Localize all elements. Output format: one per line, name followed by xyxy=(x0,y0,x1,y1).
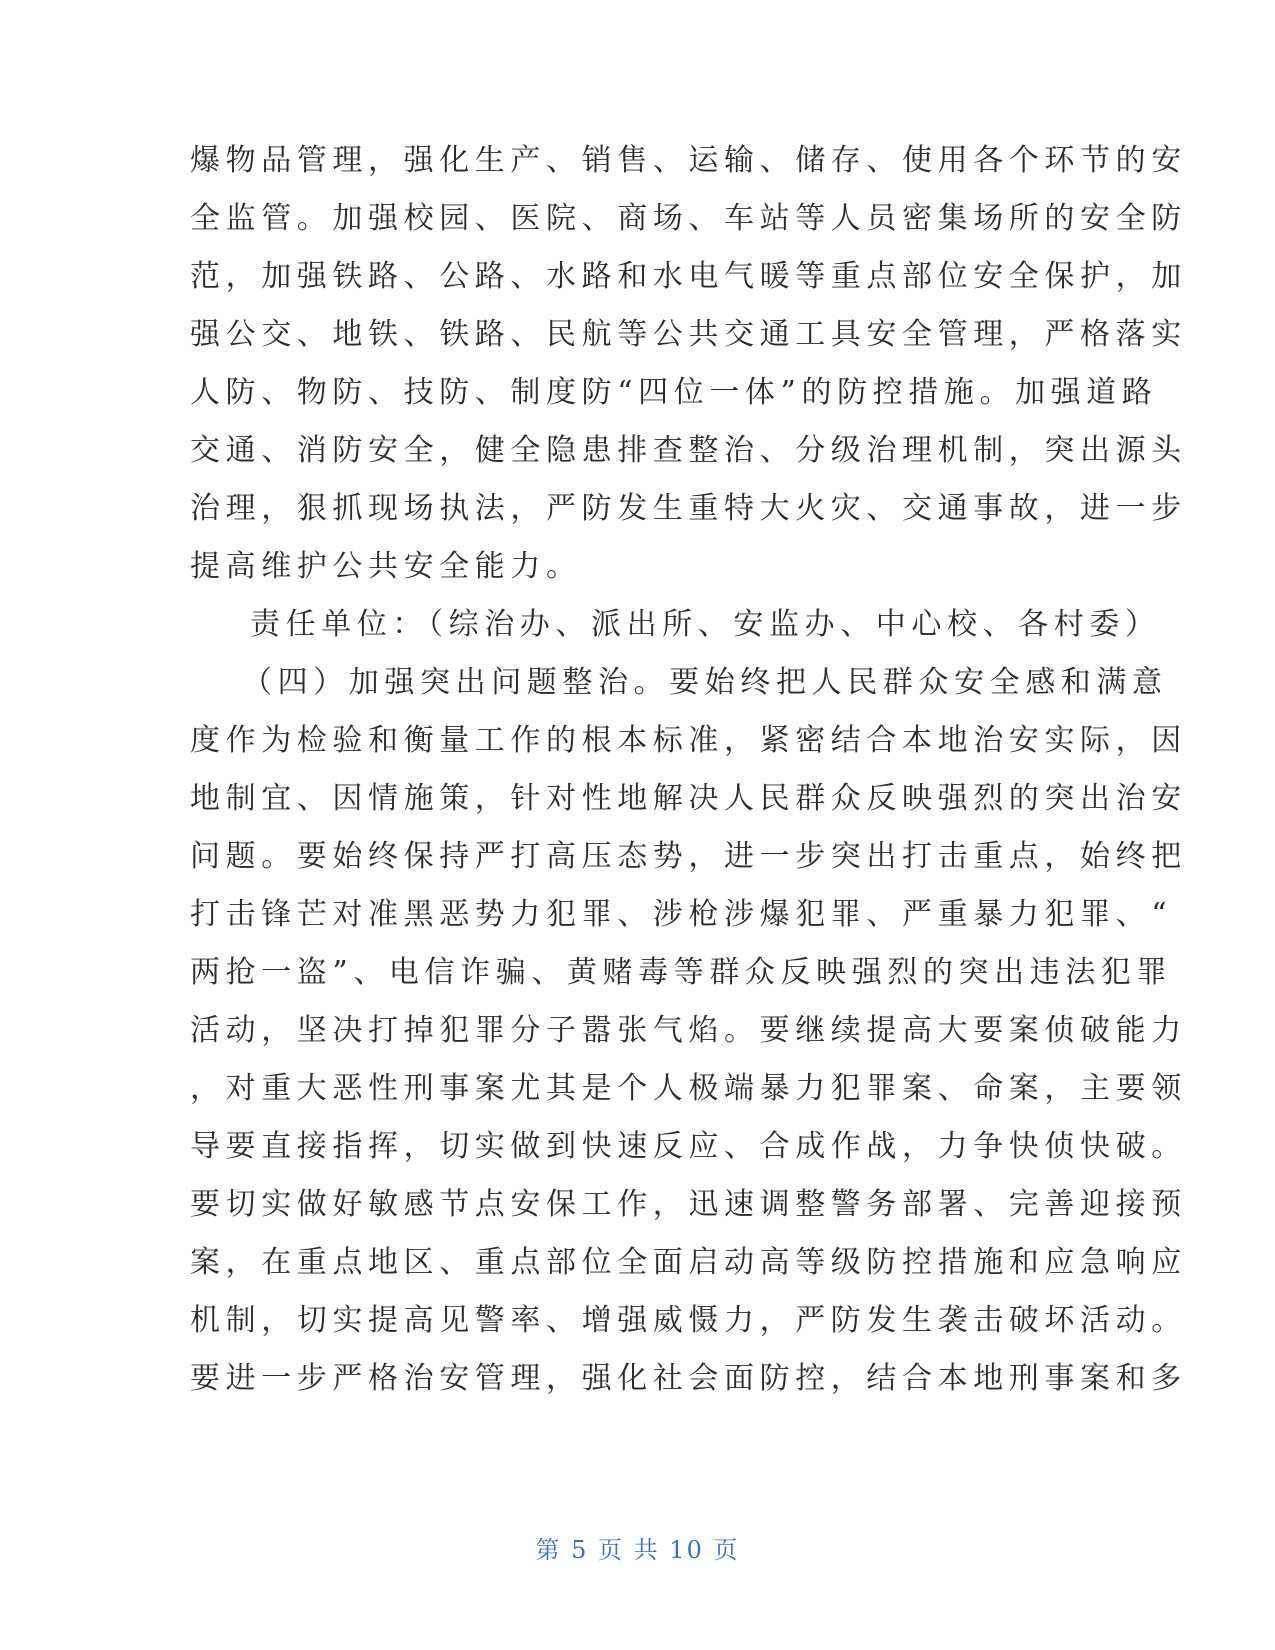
body-text-line: 活动，坚决打掉犯罪分子嚣张气焰。要继续提高大要案侦破能力 xyxy=(190,1013,1187,1048)
section-heading-line: （四）加强突出问题整治。要始终把人民群众安全感和满意 xyxy=(242,665,1168,700)
body-text-line: 要进一步严格治安管理，强化社会面防控，结合本地刑事案和多 xyxy=(190,1361,1187,1396)
body-text-line: ，对重大恶性刑事案尤其是个人极端暴力犯罪案、命案，主要领 xyxy=(190,1071,1187,1106)
body-text-line: 问题。要始终保持严打高压态势，进一步突出打击重点，始终把 xyxy=(190,839,1187,874)
body-text-line: 度作为检验和衡量工作的根本标准，紧密结合本地治安实际，因 xyxy=(190,723,1187,758)
body-text-line: 人防、物防、技防、制度防“四位一体”的防控措施。加强道路 xyxy=(190,375,1158,410)
responsibility-line: 责任单位：（综治办、派出所、安监办、中心校、各村委） xyxy=(250,607,1161,642)
body-text-line: 两抢一盗”、电信诈骗、黄赌毒等群众反映强烈的突出违法犯罪 xyxy=(190,955,1173,990)
body-text-line: 打击锋芒对准黑恶势力犯罪、涉枪涉爆犯罪、严重暴力犯罪、“ xyxy=(190,897,1173,932)
body-text-line: 地制宜、因情施策，针对性地解决人民群众反映强烈的突出治安 xyxy=(190,781,1187,816)
body-text-line: 要切实做好敏感节点安保工作，迅速调整警务部署、完善迎接预 xyxy=(190,1187,1187,1222)
body-text-line: 治理，狠抓现场执法，严防发生重特大火灾、交通事故，进一步 xyxy=(190,491,1187,526)
body-text-line: 交通、消防安全，健全隐患排查整治、分级治理机制，突出源头 xyxy=(190,433,1187,468)
body-text-line: 范，加强铁路、公路、水路和水电气暖等重点部位安全保护，加 xyxy=(190,259,1187,294)
body-text-line: 导要直接指挥，切实做到快速反应、合成作战，力争快侦快破。 xyxy=(190,1129,1187,1164)
body-text-line: 强公交、地铁、铁路、民航等公共交通工具安全管理，严格落实 xyxy=(190,317,1187,352)
body-text-line: 案，在重点地区、重点部位全面启动高等级防控措施和应急响应 xyxy=(190,1245,1187,1280)
body-text-line: 机制，切实提高见警率、增强威慑力，严防发生袭击破坏活动。 xyxy=(190,1303,1187,1338)
page-number-footer: 第 5 页 共 10 页 xyxy=(535,1536,740,1564)
body-text-line: 全监管。加强校园、医院、商场、车站等人员密集场所的安全防 xyxy=(190,201,1187,236)
body-text-line: 提高维护公共安全能力。 xyxy=(190,549,582,584)
body-text-line: 爆物品管理，强化生产、销售、运输、储存、使用各个环节的安 xyxy=(190,143,1187,178)
